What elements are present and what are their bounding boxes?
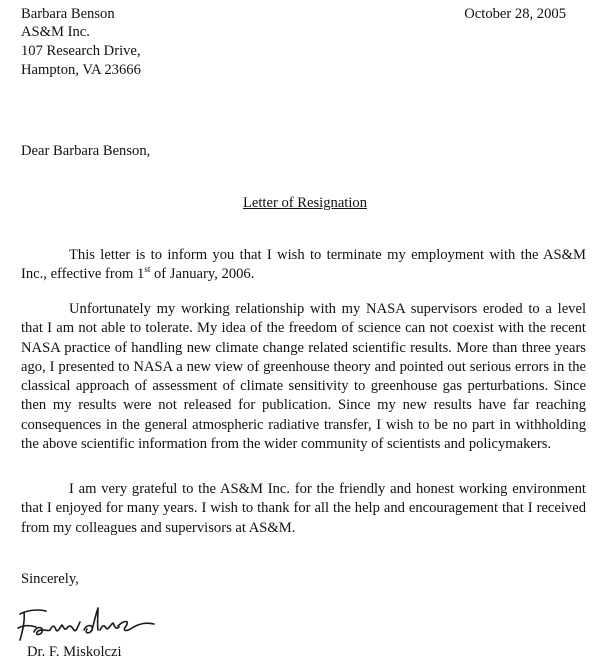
letter-subject: Letter of Resignation [242,195,367,211]
paragraph-1 [21,246,586,285]
paragraph-1-text-end: of January, 2006. [150,266,255,283]
handwritten-signature [14,600,164,648]
signer-name: Dr. F. Miskolczi [27,644,122,660]
sender-name: Barbara Benson [21,6,115,22]
paragraph-3: I am very grateful to the AS&M Inc. for the friendly and honest working environment that I enjoyed for many years. I wish to thank for all the help and encouragement that I received from my colleagues and supervisors at AS&M. [21,481,586,536]
sender-street: 107 Research Drive, [21,43,141,59]
ordinal-suffix: st [144,264,151,275]
closing: Sincerely, [21,571,79,587]
letter-date: October 28, 2005 [464,6,566,22]
sender-company: AS&M Inc. [21,24,90,40]
sender-city: Hampton, VA 23666 [21,62,141,78]
salutation: Dear Barbara Benson, [21,143,151,159]
paragraph-1-text: This letter is to inform you that I wish to terminate my employment with the AS&M Inc., effective from 1 [21,247,586,283]
paragraph-2: Unfortunately my working relationship with my NASA supervisors eroded to a level that I am not able to tolerate. My idea of the freedom of science can not coexist with the recent NASA practice of handling new climate change related scientific results. More than three years ago, I presented to NASA a new view of greenhouse theory and pointed out serious errors in the classical approach of assessment of climate sensitivity to greenhouse gas perturbations. Since then my results were not released for publication. Since my new results have far reaching consequences in the general atmospheric radiative transfer, I wish to be no part in withholding the above scientific information from the wider community of scientists and policymakers. [21,301,586,453]
